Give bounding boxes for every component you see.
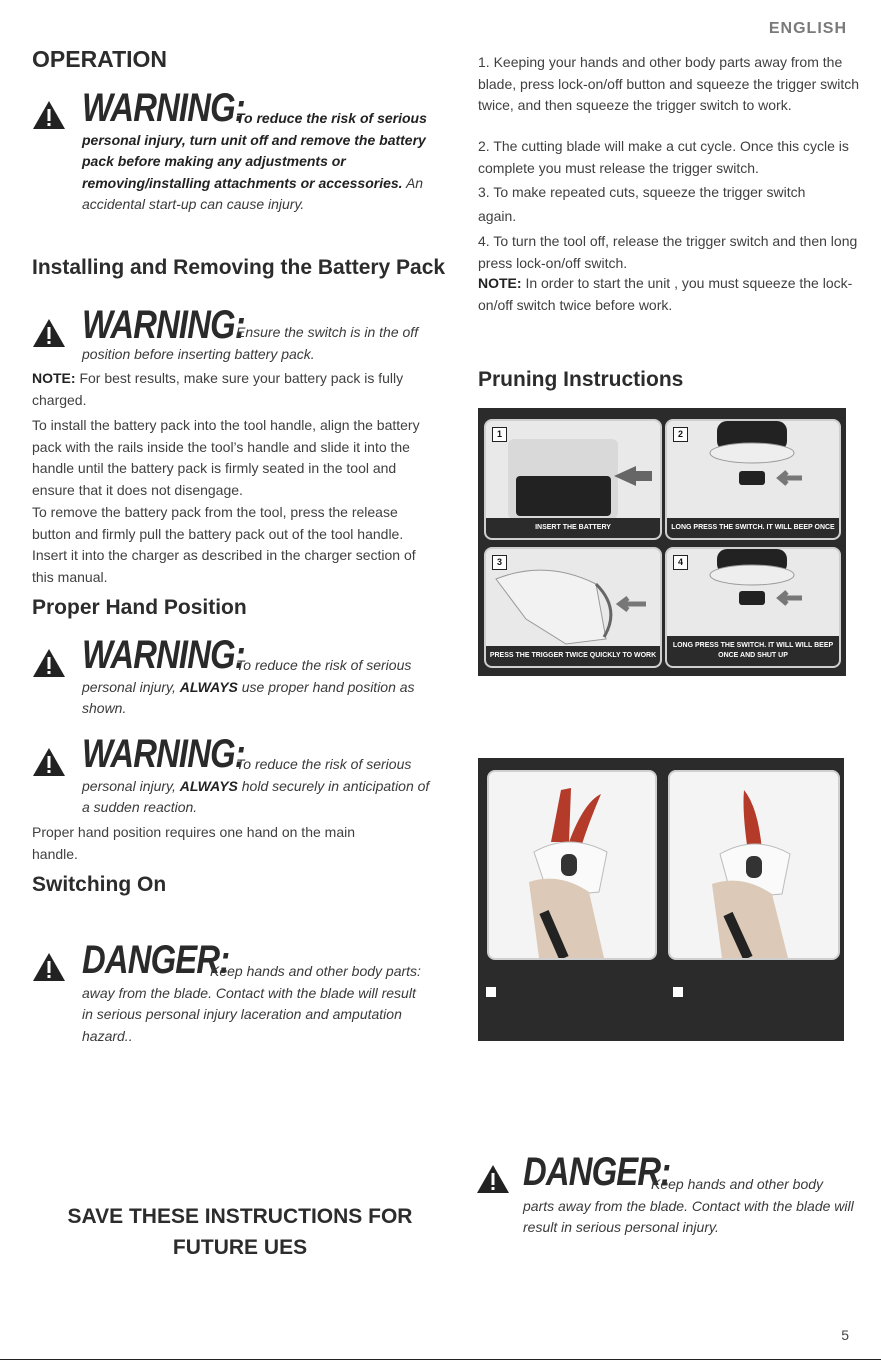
page-number: 5: [841, 1327, 849, 1343]
note-text: In order to start the unit , you must squeeze the lock-on/off switch twice before work.: [478, 275, 853, 313]
always-emphasis: ALWAYS: [179, 678, 238, 695]
step-3: 3. To make repeated cuts, squeeze the trigger switch again.: [478, 184, 806, 224]
hand-position-panel: [478, 758, 844, 1041]
warning-text-b: use proper hand position as shown.: [82, 678, 415, 716]
hand-position-paragraph: Proper hand position requires one hand on the main handle.: [32, 824, 355, 862]
step-tile-3: [484, 547, 662, 668]
checkbox-marker: [486, 987, 496, 997]
note-paragraph: [478, 273, 858, 316]
step-1: 1. Keeping your hands and other body parts away from the blade, press lock-on/off button and squeeze the trigger switch twice, and then squeeze the trigger switch to work.: [478, 54, 860, 113]
install-paragraph: To install the battery pack into the tool handle, align the battery pack with the rails inside the tool’s handle and slide it into the handle until the battery pack is firmly seated in the tool and ensure that it does not disengage.: [32, 417, 420, 498]
step-caption: LONG PRESS THE SWITCH. IT WILL BEEP ONCE: [667, 518, 839, 538]
danger-text-content: Keep hands and other body parts: away from the blade. Contact with the blade will result in serious personal injury laceration and amputation hazard..: [82, 963, 421, 1044]
warning-text-a: To reduce the risk of serious personal injury,: [82, 756, 412, 794]
step-number: 1: [492, 427, 507, 442]
always-emphasis: ALWAYS: [179, 777, 238, 794]
warning-triangle-icon: [32, 648, 66, 678]
save-line-1: SAVE THESE INSTRUCTIONS FOR: [67, 1205, 413, 1228]
warning-text-a: To reduce the risk of serious personal injury,: [82, 657, 412, 695]
warning-sub-text: An accidental start-up can cause injury.: [82, 174, 424, 212]
danger-text: [523, 1174, 858, 1239]
switching-on-title: Switching On: [32, 873, 167, 896]
save-line-2: FUTURE UES: [172, 1236, 308, 1259]
step-number: 3: [492, 555, 507, 570]
step-caption: PRESS THE TRIGGER TWICE QUICKLY TO WORK: [486, 646, 660, 666]
language-label: ENGLISH: [768, 20, 847, 37]
warning-triangle-icon: [32, 100, 66, 130]
step-caption: INSERT THE BATTERY: [486, 518, 660, 538]
danger-text: [82, 961, 422, 1047]
step-caption: LONG PRESS THE SWITCH. IT WILL WILL BEEP ONCE AND SHUT UP: [667, 636, 839, 666]
note-paragraph: [32, 368, 432, 411]
save-instructions: [40, 1201, 440, 1263]
step-tile-1: [484, 419, 662, 540]
warning-text-b: hold securely in anticipation of a sudden reaction.: [82, 777, 430, 815]
remove-paragraph: To remove the battery pack from the tool, press the release button and firmly pull the battery pack out of the tool handle. Insert it into the charger as described in the charger section of this manual.: [32, 504, 416, 585]
warning-word: WARNING:: [82, 732, 245, 776]
danger-triangle-icon: [32, 952, 66, 982]
warning-word: WARNING:: [82, 86, 245, 130]
danger-word: DANGER:: [523, 1150, 671, 1194]
note-text: For best results, make sure your battery pack is fully charged.: [32, 370, 404, 408]
warning-triangle-icon: [32, 318, 66, 348]
warning-text-content: Ensure the switch is in the off position before inserting battery pack.: [82, 324, 419, 362]
step-number: 4: [673, 555, 688, 570]
step-2: 2. The cutting blade will make a cut cycle. Once this cycle is complete you must release the trigger switch.: [478, 138, 849, 176]
hand-photo-closed: [668, 770, 840, 960]
warning-triangle-icon: [32, 747, 66, 777]
pruning-steps-panel: [478, 408, 846, 676]
danger-word: DANGER:: [82, 938, 230, 982]
step-number: 2: [673, 427, 688, 442]
step-tile-2: [665, 419, 841, 540]
warning-text: [82, 754, 432, 819]
hand-photo-open: [487, 770, 657, 960]
warning-text: [82, 108, 442, 216]
warning-text: [82, 655, 422, 720]
hand-position-title: Proper Hand Position: [32, 596, 247, 619]
operation-title: OPERATION: [32, 46, 168, 72]
step-4: 4. To turn the tool off, release the trigger switch and then long press lock-on/off switch.: [478, 233, 858, 271]
note-label: NOTE:: [32, 370, 76, 386]
battery-section-title: Installing and Removing the Battery Pack: [32, 256, 446, 279]
warning-text: [82, 322, 427, 365]
danger-text-content: Keep hands and other body parts away from the blade. Contact with the blade will result in serious personal injury.: [523, 1176, 854, 1235]
warning-word: WARNING:: [82, 303, 245, 347]
bottom-rule: [0, 1359, 881, 1360]
step-tile-4: [665, 547, 841, 668]
warning-bold-text: To reduce the risk of serious personal injury, turn unit off and remove the battery pack before making any adjustments or removing/installing attachments or accessories.: [82, 110, 427, 191]
warning-word: WARNING:: [82, 633, 245, 677]
pruner-open-illustration: [489, 772, 655, 958]
danger-triangle-icon: [476, 1164, 510, 1194]
pruner-closed-illustration: [670, 772, 838, 958]
note-label: NOTE:: [478, 275, 522, 291]
pruning-title: Pruning Instructions: [478, 368, 684, 391]
checkbox-marker: [673, 987, 683, 997]
